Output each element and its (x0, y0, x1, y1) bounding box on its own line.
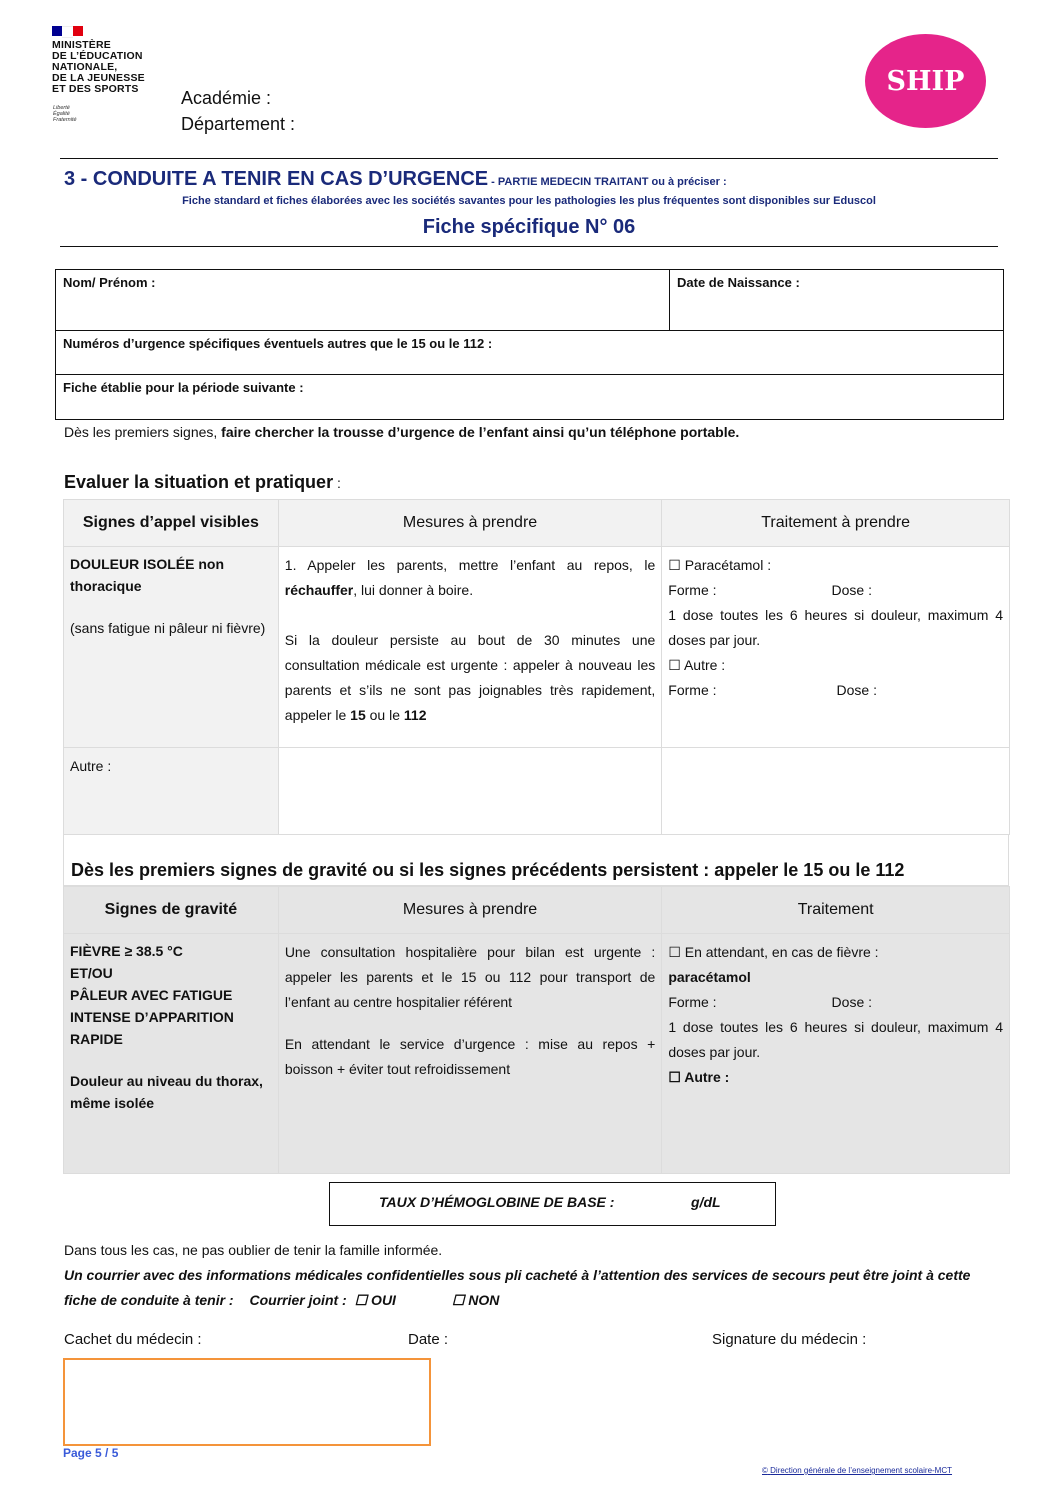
col-mesures: Mesures à prendre (278, 500, 662, 547)
divider-title (60, 246, 998, 247)
page-title: 3 - CONDUITE A TENIR EN CAS D’URGENCE - PARTIE MEDECIN TRAITANT ou à préciser : (64, 168, 727, 190)
courrier-non-checkbox[interactable]: ☐ NON (451, 1292, 500, 1308)
date-label: Date : (408, 1331, 449, 1348)
nom-prenom-label: Nom/ Prénom : (63, 275, 156, 290)
autre-checkbox[interactable]: ☐ Autre : (668, 657, 726, 673)
inform-family-note: Dans tous les cas, ne pas oublier de tenir la famille informée. (64, 1242, 443, 1258)
date-naissance-label: Date de Naissance : (677, 275, 800, 290)
identity-box (55, 269, 1004, 420)
table-row (64, 934, 1010, 1174)
situation-table-header (64, 500, 1010, 547)
courrier-note: Un courrier avec des informations médicales confidentielles sous pli cacheté à l’attention des services de secours peut être joint à cette fiche de conduite à tenir : Courrier joint : ☐ OUI ☐ NON (64, 1267, 971, 1308)
departement-label: Département : (181, 114, 296, 134)
cachet-label: Cachet du médecin : (64, 1331, 202, 1348)
gravity-signs: FIÈVRE ≥ 38.5 °C ET/OU PÂLEUR AVEC FATIGUE INTENSE D’APPARITION RAPIDE Douleur au niveau du thorax, même isolée (64, 934, 279, 1174)
gravity-autre-checkbox[interactable]: ☐ Autre : (668, 1069, 730, 1085)
hemoglobine-label: TAUX D’HÉMOGLOBINE DE BASE : (379, 1194, 615, 1210)
ministry-name: MINISTÈRE DE L’ÉDUCATION NATIONALE, DE LA JEUNESSE ET DES SPORTS (52, 39, 145, 95)
hemoglobine-unit: g/dL (691, 1194, 721, 1210)
page-subtitle: Fiche standard et fiches élaborées avec les sociétés savantes pour les pathologies les plus fréquentes sont disponibles sur Eduscol (182, 195, 876, 207)
urgence-numbers-label: Numéros d’urgence spécifiques éventuels autres que le 15 ou le 112 : (63, 336, 493, 351)
courrier-oui-checkbox[interactable]: ☐ OUI (354, 1292, 396, 1308)
sign-autre: Autre : (64, 748, 279, 835)
traitement-douleur: ☐ Paracétamol : Forme : Dose : 1 dose toutes les 6 heures si douleur, maximum 4 doses par jour. ☐ Autre : Forme : Dose : (662, 547, 1010, 748)
fievre-paracetamol-checkbox[interactable]: ☐ En attendant, en cas de fièvre : paracétamol (668, 944, 879, 985)
gravity-traitement: ☐ En attendant, en cas de fièvre : paracétamol Forme : Dose : 1 dose toutes les 6 heures si douleur, maximum 4 doses par jour. ☐ Autre : (662, 934, 1010, 1174)
gravity-mesures: Une consultation hospitalière pour bilan est urgente : appeler les parents et le 15 ou 112 pour transport de l’enfant au centre hospitalier référent En attendant le service d’urgence : mise au repos + boisson + éviter tout refroidissement (278, 934, 662, 1174)
republique-flag (52, 26, 83, 36)
mesures-autre-empty (278, 748, 662, 835)
table-row (64, 547, 1010, 748)
traitement-autre-empty (662, 748, 1010, 835)
mesures-douleur: 1. Appeler les parents, mettre l’enfant au repos, le réchauffer, lui donner à boire. Si la douleur persiste au bout de 30 minutes une consultation médicale est urgente : appeler à nouveau les parents et s’ils ne sont pas joignables très rapidement, appeler le 15 ou le 112 (278, 547, 662, 748)
identity-row-urgence (56, 331, 1003, 375)
location-fields (181, 85, 295, 137)
academie-label: Académie : (181, 88, 272, 108)
first-signs-note: Dès les premiers signes, faire chercher la trousse d’urgence de l’enfant ainsi qu’un téléphone portable. (64, 424, 740, 440)
hemoglobine-box (329, 1182, 776, 1226)
sign-douleur-isolee: DOULEUR ISOLÉE non thoracique (sans fatigue ni pâleur ni fièvre) (64, 547, 279, 748)
periode-label: Fiche établie pour la période suivante : (63, 380, 304, 395)
col-signes-appel: Signes d’appel visibles (64, 500, 279, 547)
situation-table (63, 499, 1010, 835)
col-signes-gravite: Signes de gravité (64, 887, 279, 934)
col-traitement: Traitement à prendre (662, 500, 1010, 547)
col-mesures-gravite: Mesures à prendre (278, 887, 662, 934)
paracetamol-checkbox[interactable]: ☐ Paracétamol : (668, 557, 772, 573)
gravity-table (63, 886, 1010, 1174)
signature-label: Signature du médecin : (712, 1331, 867, 1348)
fiche-number: Fiche spécifique N° 06 (422, 216, 636, 238)
credit-link[interactable]: © Direction générale de l’enseignement scolaire-MCT (762, 1466, 953, 1475)
divider-top (60, 158, 998, 159)
ship-logo: SHIP (865, 34, 986, 128)
col-traitement-gravite: Traitement (662, 887, 1010, 934)
evaluate-heading: Evaluer la situation et pratiquer : (64, 472, 341, 492)
gravity-banner: Dès les premiers signes de gravité ou si les signes précédents persistent : appeler le 15 ou le 112 (63, 834, 1009, 886)
page-number: Page 5 / 5 (63, 1446, 119, 1460)
identity-row-name (56, 270, 1003, 331)
cachet-box[interactable] (63, 1358, 431, 1446)
republic-motto: Liberté Égalité Fraternité (53, 105, 77, 123)
table-row (64, 748, 1010, 835)
gravity-table-header (64, 887, 1010, 934)
